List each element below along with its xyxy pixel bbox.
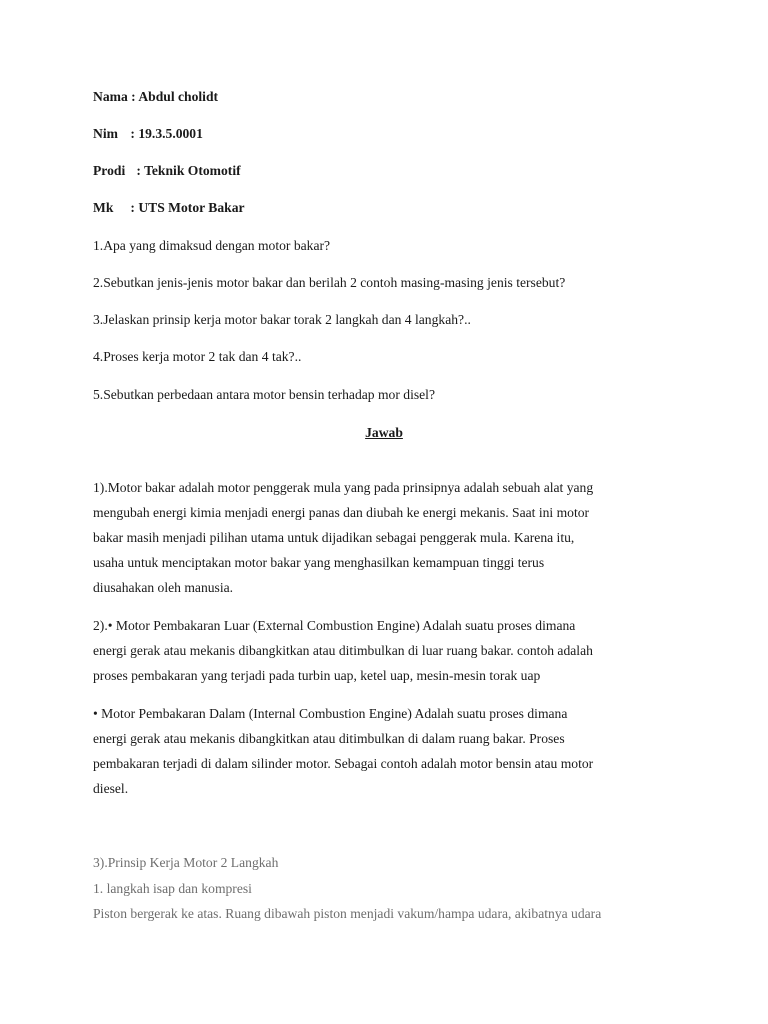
nama-label: Nama [93,89,128,104]
answer-2b-line: energi gerak atau mekanis dibangkitkan atau ditimbulkan di dalam ruang bakar. Proses [93,731,565,746]
nama-separator: : [127,89,139,104]
header-nim [93,125,203,143]
mk-label: Mk [93,200,114,215]
answer-1-line: usaha untuk menciptakan motor bakar yang menghasilkan kemampuan tinggi terus [93,555,545,570]
question-1: 1.Apa yang dimaksud dengan motor bakar? [93,238,331,253]
header-prodi [93,162,241,180]
answer-2b-line: diesel. [93,781,129,796]
answer-2a-line: 2).• Motor Pembakaran Luar (External Combustion Engine) Adalah suatu proses dimana [93,618,576,633]
answer-heading: Jawab [365,425,403,440]
mk-value: UTS Motor Bakar [138,200,245,215]
question-4: 4.Proses kerja motor 2 tak dan 4 tak?.. [93,349,302,364]
answer-2a-line: proses pembakaran yang terjadi pada turbin uap, ketel uap, mesin-mesin torak uap [93,668,541,683]
answer-1-line: bakar masih menjadi pilihan utama untuk dijadikan sebagai penggerak mula. Karena itu, [93,530,575,545]
prodi-value: Teknik Otomotif [144,163,241,178]
header-mk [93,199,245,217]
answer-1-line: diusahakan oleh manusia. [93,580,234,595]
nama-value: Abdul cholidt [138,89,219,104]
prodi-separator: : [133,163,145,178]
answer-1-line: 1).Motor bakar adalah motor penggerak mula yang pada prinsipnya adalah sebuah alat yang [93,480,594,495]
header-nama [93,88,218,106]
answer-2a-line: energi gerak atau mekanis dibangkitkan atau ditimbulkan di luar ruang bakar. contoh adalah [93,643,593,658]
answer-3-step: 1. langkah isap dan kompresi [93,881,252,896]
question-2: 2.Sebutkan jenis-jenis motor bakar dan berilah 2 contoh masing-masing jenis tersebut? [93,275,566,290]
nim-label: Nim [93,126,118,141]
prodi-label: Prodi [93,163,126,178]
question-3: 3.Jelaskan prinsip kerja motor bakar torak 2 langkah dan 4 langkah?.. [93,312,471,327]
answer-3-line: Piston bergerak ke atas. Ruang dibawah piston menjadi vakum/hampa udara, akibatnya udara [93,906,602,921]
answer-2b-line: • Motor Pembakaran Dalam (Internal Combustion Engine) Adalah suatu proses dimana [93,706,568,721]
answer-3-title: 3).Prinsip Kerja Motor 2 Langkah [93,855,279,870]
mk-separator: : [127,200,139,215]
answer-1-line: mengubah energi kimia menjadi energi panas dan diubah ke energi mekanis. Saat ini motor [93,505,590,520]
question-5: 5.Sebutkan perbedaan antara motor bensin terhadap mor disel? [93,387,435,402]
nim-value: 19.3.5.0001 [138,126,203,141]
nim-separator: : [127,126,139,141]
answer-2b-line: pembakaran terjadi di dalam silinder motor. Sebagai contoh adalah motor bensin atau motor [93,756,594,771]
